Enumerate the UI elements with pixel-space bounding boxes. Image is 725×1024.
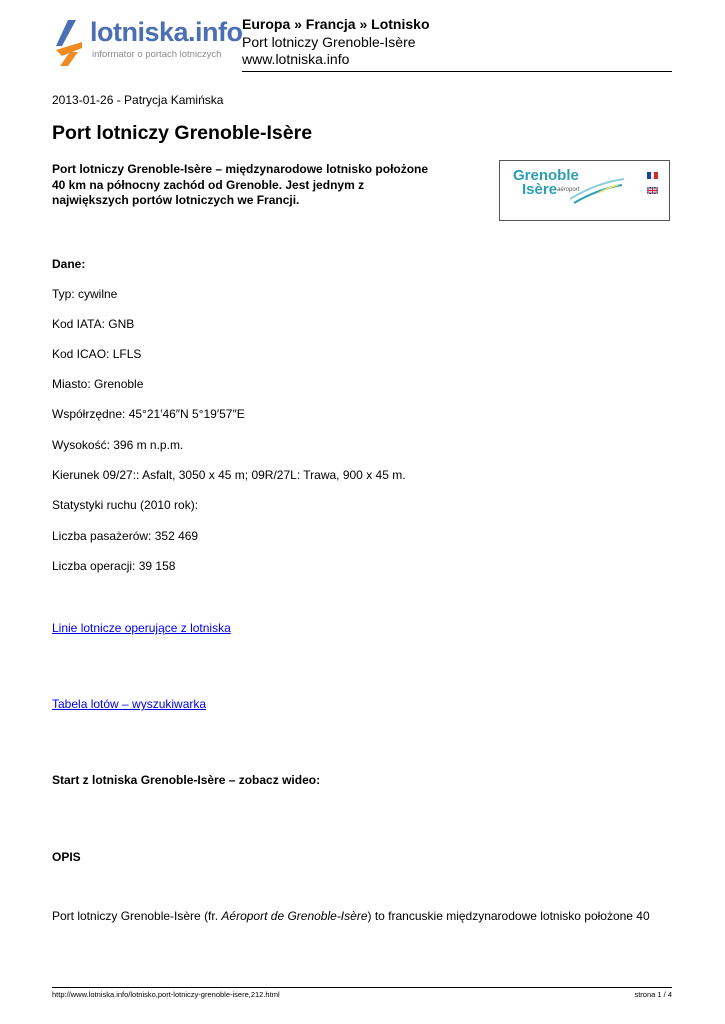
uk-flag-icon[interactable] — [647, 187, 658, 194]
opis-heading: OPIS — [52, 850, 81, 864]
opis-text-start: Port lotniczy Grenoble-Isère (fr. — [52, 909, 222, 923]
header-site: www.lotniska.info — [242, 51, 350, 67]
airlines-link[interactable]: Linie lotnicze operujące z lotniska — [52, 621, 231, 635]
footer-divider — [52, 987, 672, 988]
data-item-icao: Kod ICAO: LFLS — [52, 347, 142, 361]
airplane-logo-icon — [52, 16, 86, 66]
airport-logo-small-text: aéroport — [557, 187, 580, 193]
site-logo[interactable] — [52, 14, 243, 69]
data-item-stats-heading: Statystyki ruchu (2010 rok): — [52, 498, 199, 512]
logo-tagline: informator o portach lotniczych — [92, 49, 222, 60]
data-item-city: Miasto: Grenoble — [52, 377, 144, 391]
opis-paragraph — [52, 909, 650, 923]
footer-url: http://www.lotniska.info/lotnisko,port-lotniczy-grenoble-isere,212.html — [52, 990, 280, 999]
breadcrumb: Europa » Francja » Lotnisko — [242, 16, 430, 32]
opis-text-italic: Aéroport de Grenoble-Isère — [221, 909, 368, 923]
footer-page-number: strona 1 / 4 — [634, 990, 672, 999]
airport-logo-name-line1: Grenoble — [513, 167, 579, 184]
video-heading: Start z lotniska Grenoble-Isère – zobacz wideo: — [52, 773, 321, 787]
article-intro: Port lotniczy Grenoble-Isère – międzynarodowe lotnisko położone 40 km na północny zachód od Grenoble. Jest jednym z największych portów lotniczych we Francji. — [52, 162, 429, 207]
page-title: Port lotniczy Grenoble-Isère — [52, 122, 313, 144]
data-item-type: Typ: cywilne — [52, 287, 118, 301]
opis-text-end: ) to francuskie międzynarodowe lotnisko położone 40 — [367, 909, 650, 923]
french-flag-icon[interactable] — [647, 172, 658, 179]
data-item-iata: Kod IATA: GNB — [52, 317, 135, 331]
airport-logo-name-line2: Isère — [522, 181, 558, 198]
article-meta: 2013-01-26 - Patrycja Kamińska — [52, 93, 224, 107]
airport-logo-image — [499, 160, 670, 221]
flight-search-link[interactable]: Tabela lotów – wyszukiwarka — [52, 697, 207, 711]
data-item-coordinates: Współrzędne: 45°21′46″N 5°19′57″E — [52, 407, 245, 421]
page-header — [242, 16, 430, 69]
data-item-elevation: Wysokość: 396 m n.p.m. — [52, 438, 184, 452]
logo-title: lotniska.info — [90, 17, 243, 47]
swoosh-icon — [568, 175, 626, 205]
data-item-runways: Kierunek 09/27:: Asfalt, 3050 x 45 m; 09R/27L: Trawa, 900 x 45 m. — [52, 468, 406, 482]
header-page-name: Port lotniczy Grenoble-Isère — [242, 33, 416, 50]
header-divider — [242, 71, 672, 72]
data-item-operations: Liczba operacji: 39 158 — [52, 559, 176, 573]
data-item-passengers: Liczba pasażerów: 352 469 — [52, 529, 199, 543]
data-heading: Dane: — [52, 257, 86, 271]
